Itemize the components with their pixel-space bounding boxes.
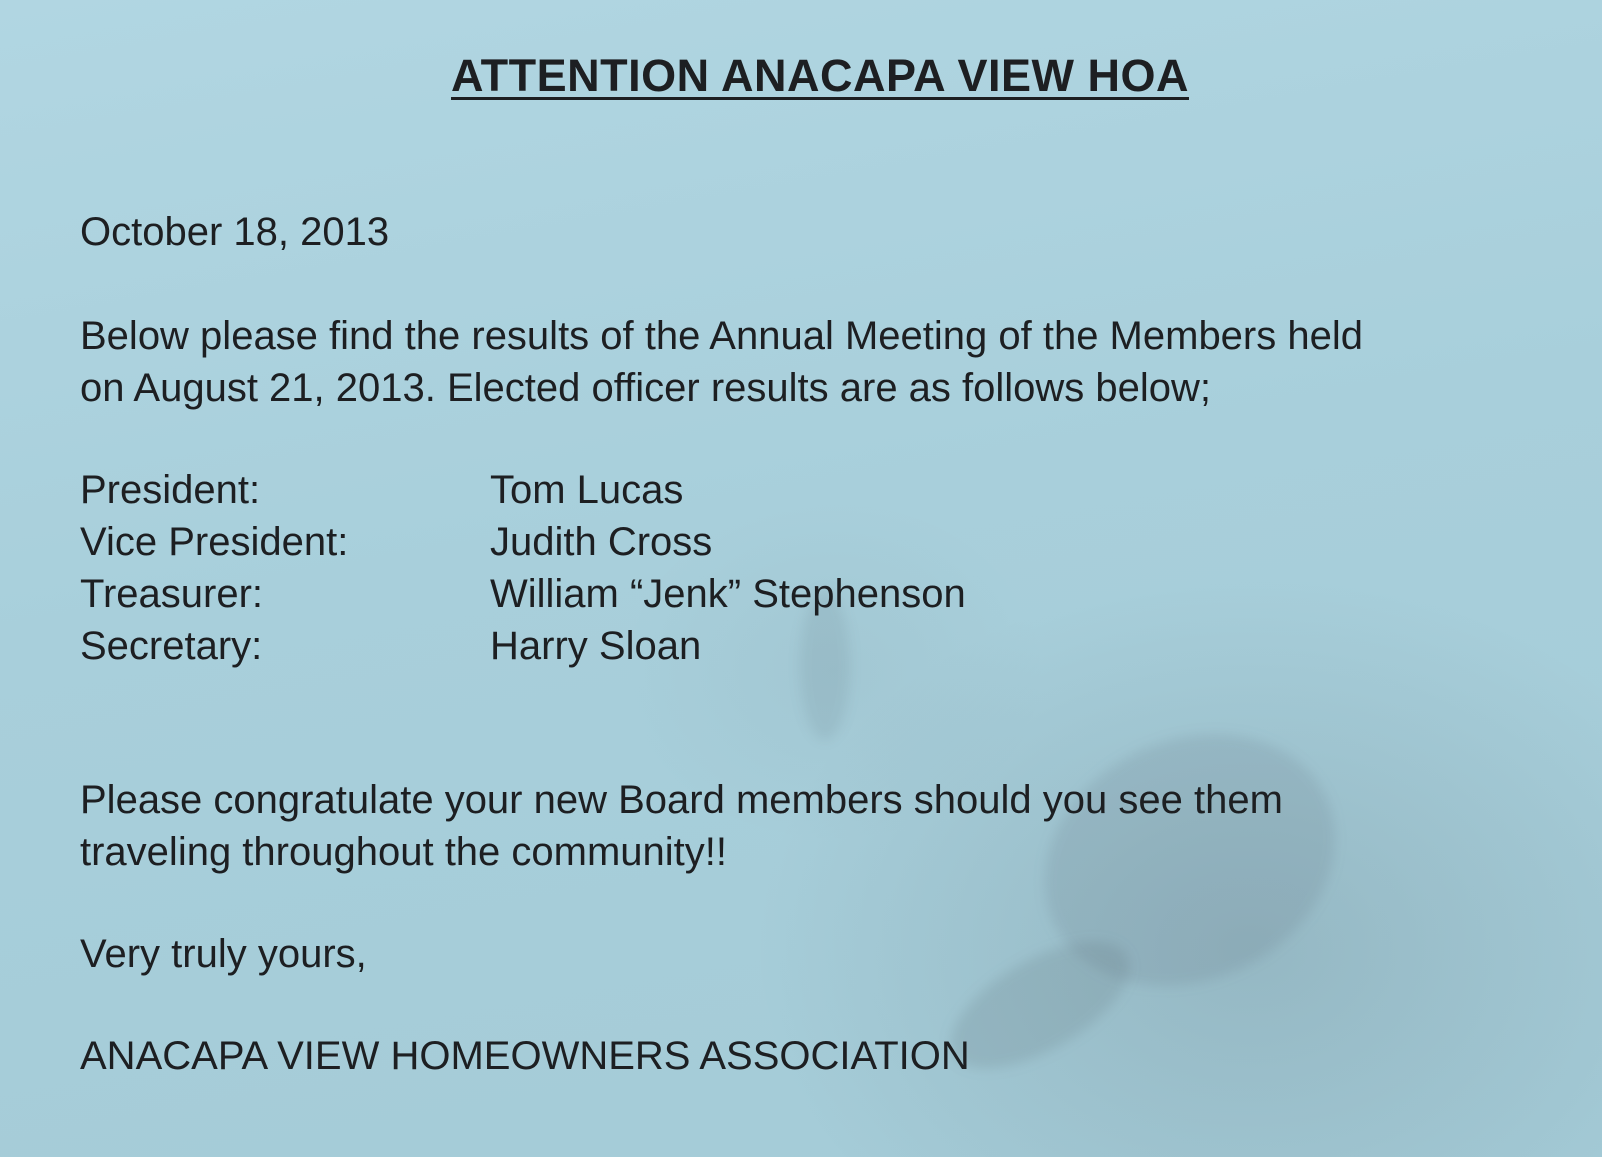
officer-name: Tom Lucas: [490, 468, 684, 512]
officer-row-treasurer: [80, 568, 966, 620]
officer-row-vice-president: [80, 516, 966, 568]
intro-paragraph: [80, 310, 1363, 414]
officer-role: Treasurer:: [80, 572, 264, 616]
association-name: ANACAPA VIEW HOMEOWNERS ASSOCIATION: [80, 1034, 970, 1078]
closing-line: Please congratulate your new Board members should you see them: [80, 778, 1283, 822]
officer-role: Vice President:: [80, 520, 349, 564]
letter-date: October 18, 2013: [80, 210, 390, 254]
closing-line: traveling throughout the community!!: [80, 830, 728, 874]
officer-name: William “Jenk” Stephenson: [490, 572, 966, 616]
closing-paragraph: [80, 774, 1283, 878]
letter-title: ATTENTION ANACAPA VIEW HOA: [451, 50, 1189, 101]
intro-line: on August 21, 2013. Elected officer results are as follows below;: [80, 366, 1212, 410]
officer-name: Judith Cross: [490, 520, 713, 564]
signoff: Very truly yours,: [80, 932, 367, 976]
intro-line: Below please find the results of the Annual Meeting of the Members held: [80, 314, 1363, 358]
officer-role: President:: [80, 468, 261, 512]
officer-row-president: [80, 464, 966, 516]
officer-row-secretary: [80, 620, 966, 672]
officer-list: [80, 464, 966, 672]
officer-role: Secretary:: [80, 624, 263, 668]
officer-name: Harry Sloan: [490, 624, 702, 668]
